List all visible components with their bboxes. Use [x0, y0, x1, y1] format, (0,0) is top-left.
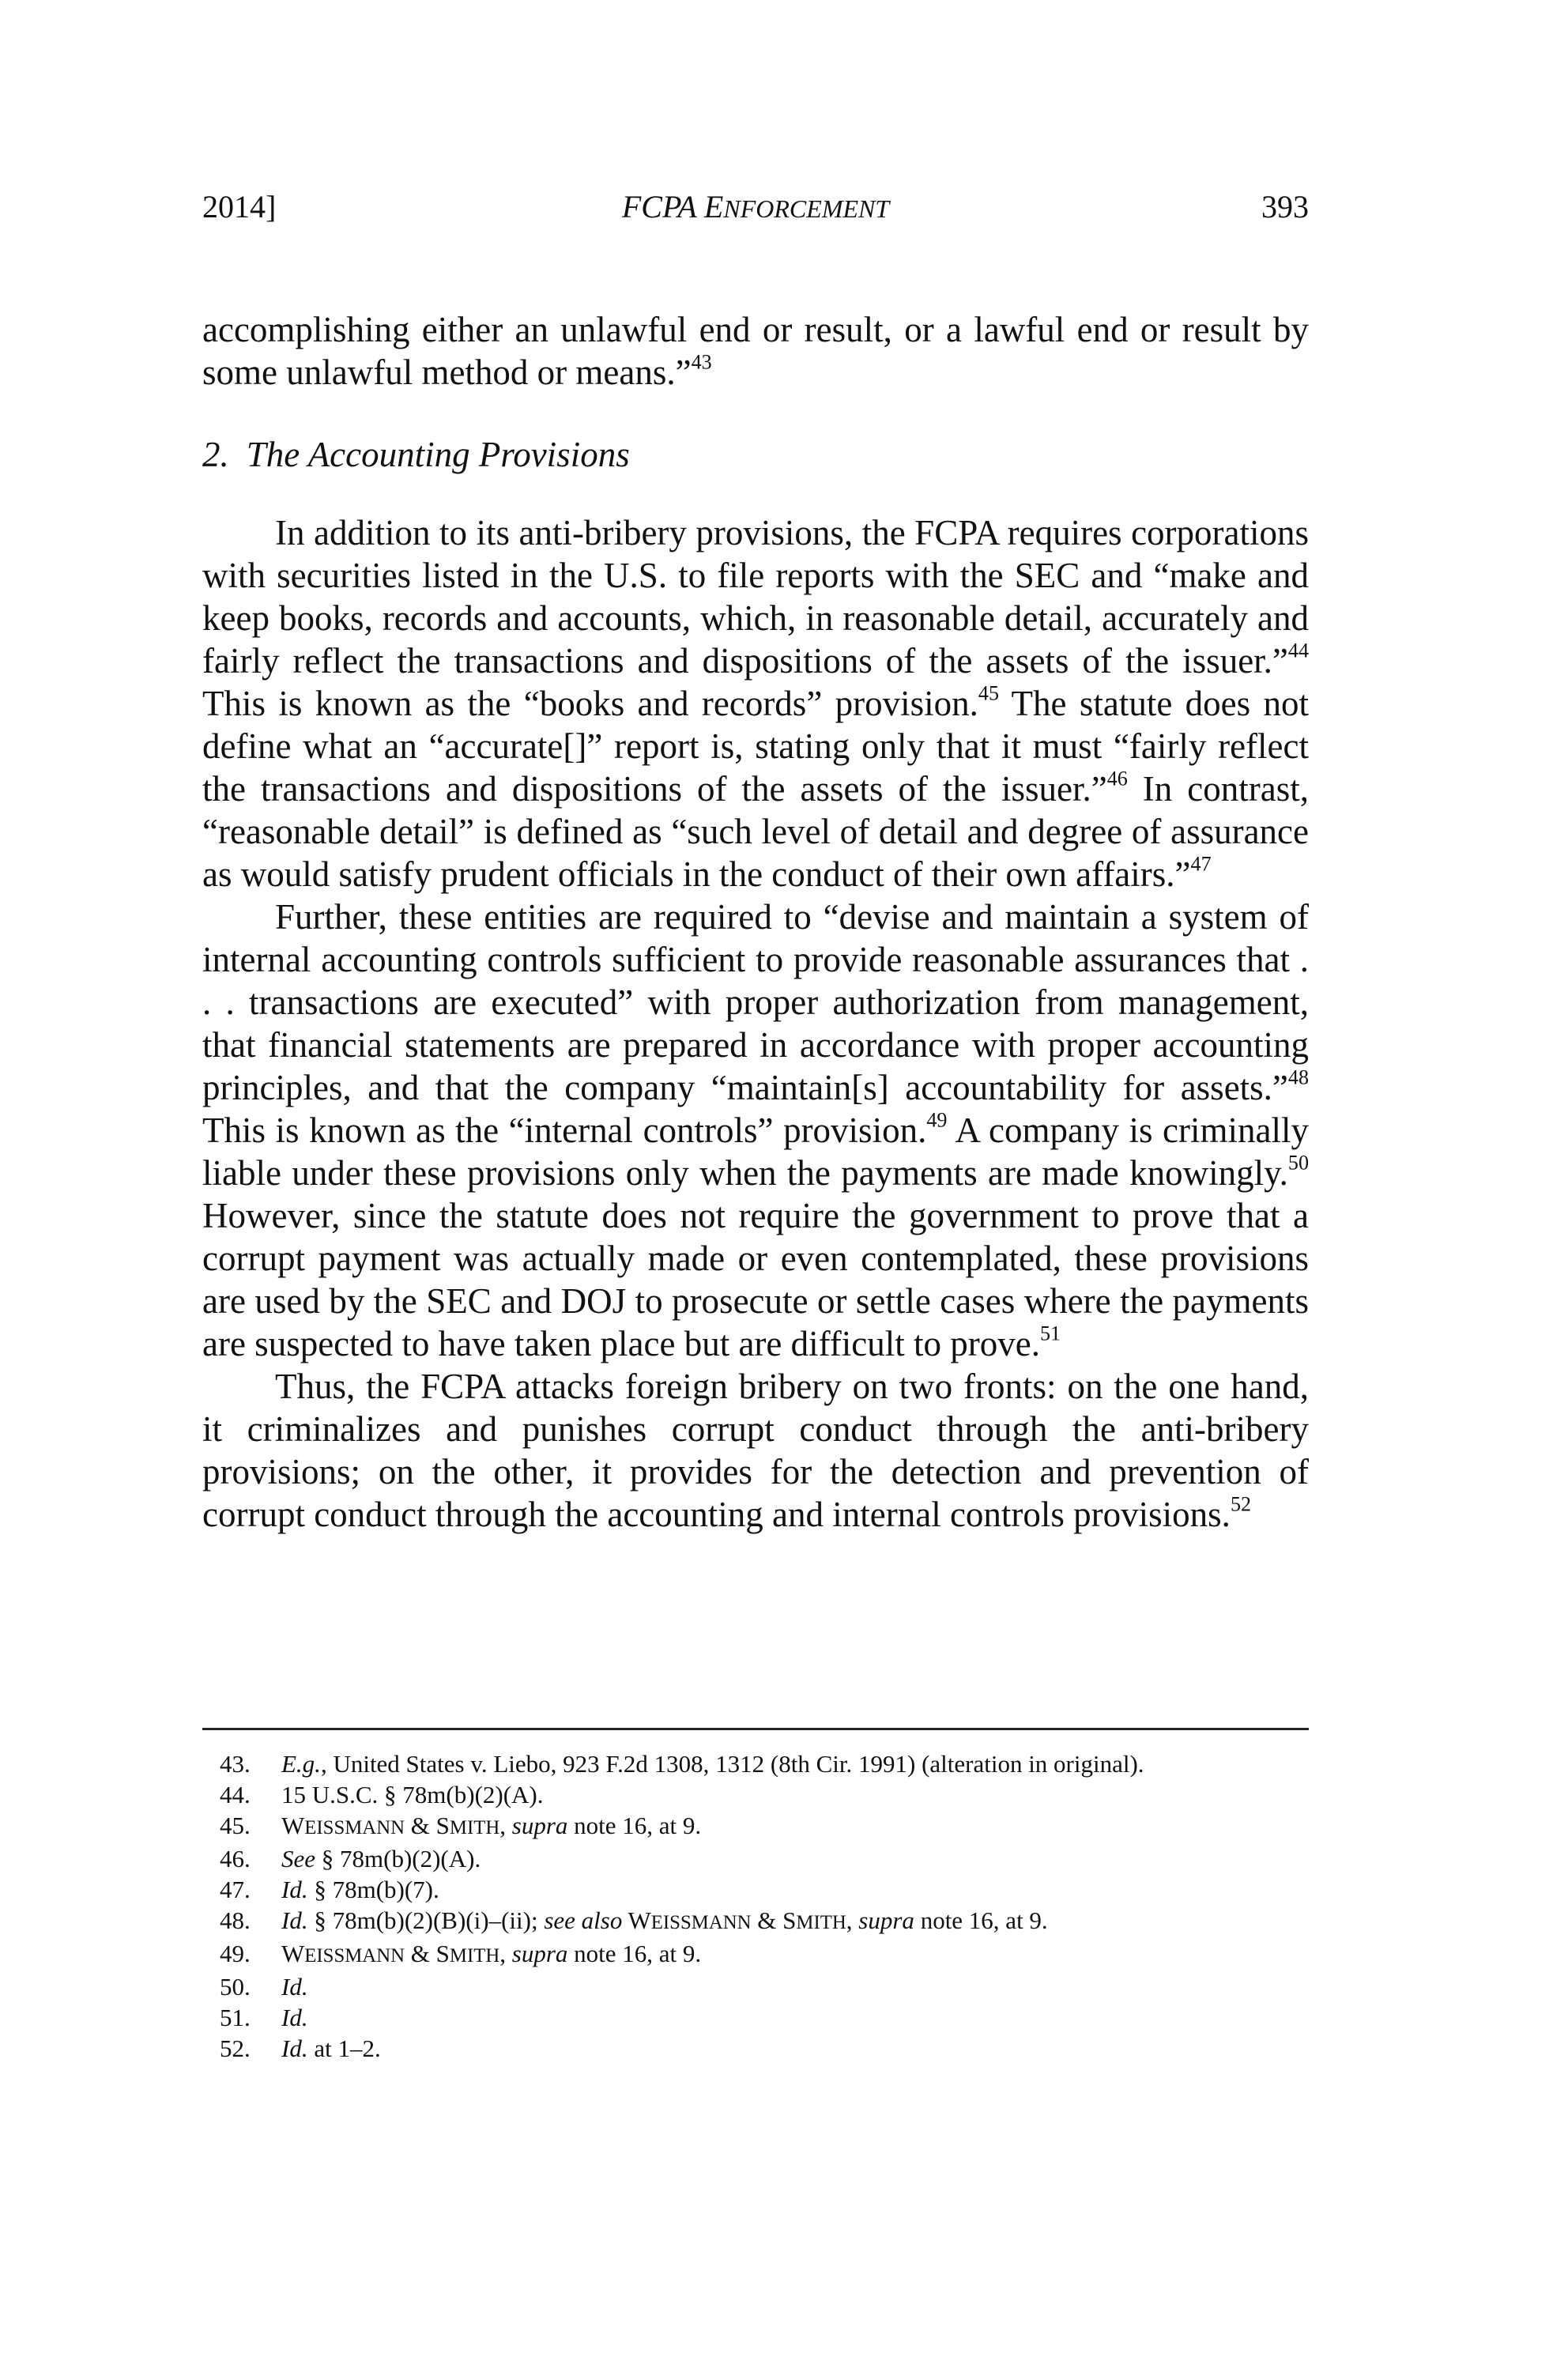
section-heading [202, 433, 1309, 476]
footnote-italic: supra [511, 1940, 568, 1967]
footnote-ref-47: 47 [1190, 852, 1212, 876]
footnote-number: 51. [220, 2004, 251, 2031]
comma: , [499, 1940, 512, 1967]
footnote-italic: see also [544, 1906, 623, 1934]
author-name-smallcaps: MITH [449, 1945, 500, 1967]
footnote-ref-50: 50 [1287, 1151, 1309, 1175]
author-name-smallcaps: EISSMANN [304, 1945, 405, 1967]
footnote-ref-45: 45 [978, 681, 999, 705]
paragraph-text: This is known as the “books and records” provision. [202, 684, 978, 723]
footnote-text: § 78m(b)(7). [307, 1876, 439, 1903]
footnote-number: 50. [220, 1973, 251, 2001]
paragraph-internal-controls [202, 896, 1309, 1365]
ampersand: & [405, 1812, 436, 1839]
author-name: W [281, 1812, 305, 1839]
footnote-number: 48. [220, 1906, 251, 1934]
header-title [202, 188, 1309, 225]
footnote-text: § 78m(b)(2)(B)(i)–(ii); [307, 1906, 545, 1934]
author-name: W [281, 1940, 305, 1967]
footnote-52 [202, 2033, 1309, 2064]
footnote-44 [202, 1779, 1309, 1810]
author-name: S [782, 1906, 797, 1934]
header-title-prefix: FCPA E [621, 189, 724, 224]
footnote-47 [202, 1874, 1309, 1905]
paragraph-text: Thus, the FCPA attacks foreign bribery on two fronts: on the one hand, it criminalizes and punishes corrupt conduct through the anti-bribery provisions; on the other, it provides for the detection and prevention of corrupt conduct through the accounting and internal controls provisions. [202, 1367, 1309, 1534]
footnote-italic: supra [858, 1906, 914, 1934]
paragraph-text: In contrast, “reasonable detail” is defined as “such level of detail and degree of assurance as would satisfy prudent officials in the conduct of their own affairs.” [202, 769, 1309, 894]
author-name-smallcaps: MITH [796, 1912, 846, 1933]
author-name: S [435, 1812, 450, 1839]
footnote-text: note 16, at 9. [567, 1940, 702, 1967]
section-title: The Accounting Provisions [246, 435, 630, 474]
footnote-number: 49. [220, 1940, 251, 1967]
author-name: S [435, 1940, 450, 1967]
footnote-italic: Id. [281, 2034, 308, 2062]
footnote-ref-46: 46 [1106, 767, 1128, 790]
paragraph-text: In addition to its anti-bribery provisions, the FCPA requires corporations with securities listed in the U.S. to file reports with the SEC and “make and keep books, records and accounts, which, in reasonable detail, accurately and fairly reflect the transactions and dispositions of the assets of the issuer.” [202, 513, 1309, 681]
paragraph-text: Further, these entities are required to “devise and maintain a system of internal accounting controls sufficient to provide reasonable assurances that . . . transactions are executed” with proper authorization from management, that financial statements are prepared in accordance with proper accounting principles, and that the company “maintain[s] accountability for assets.” [202, 897, 1309, 1107]
comma: , [846, 1906, 859, 1934]
footnote-text: , United States v. Liebo, 923 F.2d 1308, 1312 (8th Cir. 1991) (alteration in original). [320, 1750, 1144, 1778]
paragraph-text: The statute does not define what an “accurate[]” report is, stating only that it must “fairly reflect the transactions and dispositions of the assets of the issuer.” [202, 684, 1310, 809]
footnote-ref-51: 51 [1039, 1322, 1061, 1345]
paragraph-text: accomplishing either an unlawful end or result, or a lawful end or result by some unlawful method or means.” [202, 310, 1309, 392]
page-number: 393 [1261, 189, 1309, 224]
footnote-number: 46. [220, 1845, 251, 1872]
footnote-text: note 16, at 9. [567, 1812, 702, 1839]
footnote-italic: Id. [281, 1906, 308, 1934]
footnote-48 [202, 1905, 1309, 1938]
ampersand: & [751, 1906, 783, 1934]
paragraph-books-records [202, 511, 1309, 896]
footnote-45 [202, 1810, 1309, 1843]
footnotes [202, 1748, 1309, 2064]
footnote-51 [202, 2002, 1309, 2033]
author-name: W [622, 1906, 651, 1934]
footnote-number: 45. [220, 1812, 251, 1839]
running-header [202, 188, 1309, 236]
section-number: 2. [202, 435, 229, 474]
footnote-43 [202, 1748, 1309, 1779]
footnote-text: note 16, at 9. [914, 1906, 1048, 1934]
footnote-50 [202, 1971, 1309, 2002]
footnote-text: 15 U.S.C. § 78m(b)(2)(A). [281, 1781, 544, 1808]
author-name-smallcaps: MITH [449, 1817, 500, 1838]
footnote-49 [202, 1938, 1309, 1971]
footnote-italic: See [281, 1845, 316, 1872]
footnote-ref-52: 52 [1230, 1492, 1252, 1516]
footnote-text: at 1–2. [307, 2034, 381, 2062]
footnote-ref-49: 49 [926, 1108, 948, 1132]
author-name-smallcaps: EISSMANN [650, 1912, 752, 1933]
author-name-smallcaps: EISSMANN [304, 1817, 405, 1838]
footnote-number: 47. [220, 1876, 251, 1903]
footnote-number: 44. [220, 1781, 251, 1808]
footnote-italic: E.g. [281, 1750, 321, 1778]
footnote-italic: Id. [281, 1973, 308, 2001]
main-text [202, 308, 1309, 1536]
header-title-rest: NFORCEMENT [723, 194, 890, 223]
footnote-divider [202, 1728, 1309, 1730]
paragraph-text: This is known as the “internal controls” provision. [202, 1111, 927, 1150]
ampersand: & [405, 1940, 436, 1967]
footnote-ref-44: 44 [1287, 639, 1309, 662]
footnote-number: 52. [220, 2034, 251, 2062]
footnote-ref-43: 43 [691, 350, 712, 374]
footnote-italic: supra [511, 1812, 568, 1839]
footnote-ref-48: 48 [1287, 1065, 1309, 1089]
paragraph-text: A company is criminally liable under these provisions only when the payments are made knowingly. [202, 1111, 1309, 1193]
footnote-italic: Id. [281, 1876, 308, 1903]
paragraph-continued [202, 308, 1309, 394]
paragraph-two-fronts [202, 1365, 1309, 1536]
footnote-number: 43. [220, 1750, 251, 1778]
comma: , [499, 1812, 512, 1839]
footnote-italic: Id. [281, 2004, 308, 2031]
footnote-46 [202, 1843, 1309, 1874]
footnote-text: § 78m(b)(2)(A). [315, 1845, 481, 1872]
header-year: 2014] [202, 189, 277, 224]
paragraph-text: However, since the statute does not require the government to prove that a corrupt payment was actually made or even contemplated, these provisions are used by the SEC and DOJ to prosecute or settle cases where the payments are suspected to have taken place but are difficult to prove. [202, 1196, 1309, 1363]
